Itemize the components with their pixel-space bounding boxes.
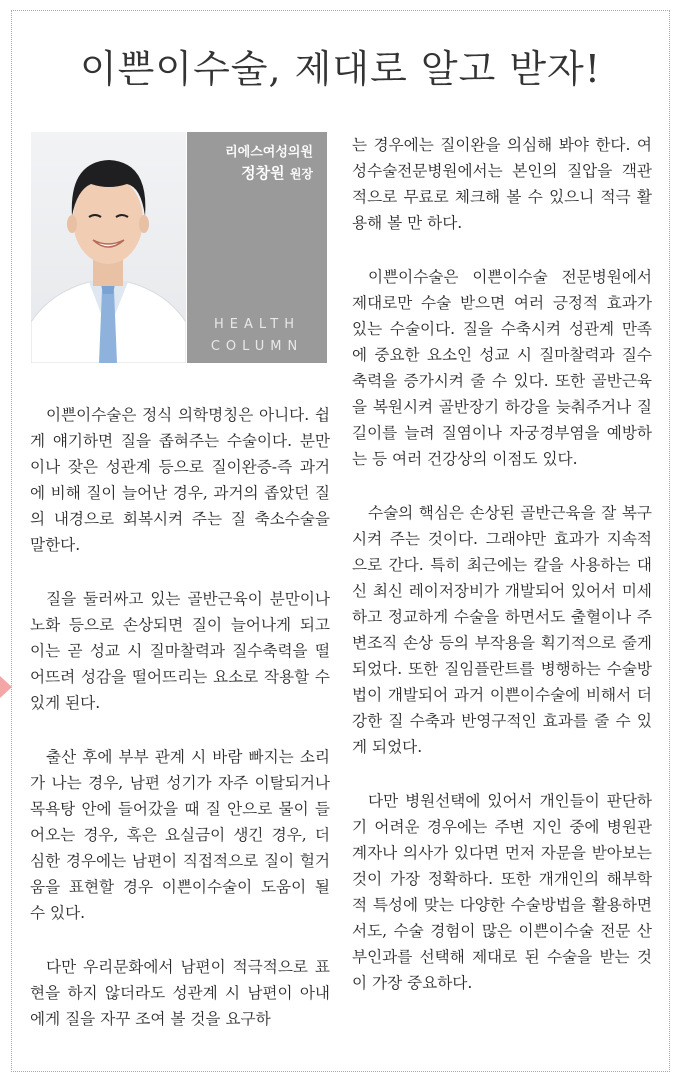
paragraph: 출산 후에 부부 관계 시 바람 빠지는 소리가 나는 경우, 남편 성기가 자주 이탈되거나 목욕탕 안에 들어갔을 때 질 안으로 물이 들어오는 경우, 혹은 요실금이 생긴 경우, 더 심한 경우에는 남편이 직접적으로 질이 헐거움을 표현할 경우 이쁜이수술이 도움이 될 수 있다. [30, 748, 330, 922]
left-column [30, 402, 330, 1060]
doctor-name-text: 정창원 [241, 164, 285, 182]
column-label-column: COLUMN [210, 339, 304, 354]
paragraph: 는 경우에는 질이완을 의심해 봐야 한다. 여성수술전문병원에서는 본인의 질압을 객관적으로 무료로 체크해 볼 수 있으니 적극 활용해 볼 만 하다. [352, 136, 652, 232]
paragraph: 이쁜이수술은 정식 의학명칭은 아니다. 쉽게 얘기하면 질을 좁혀주는 수술이다. 분만이나 잦은 성관계 등으로 질이완증-즉 과거에 비해 질이 늘어난 경우, 과거의 좁았던 질의 내경으로 회복시켜 주는 질 축소수술을 말한다. [30, 406, 330, 554]
paragraph: 질을 둘러싸고 있는 골반근육이 분만이나 노화 등으로 손상되면 질이 늘어나게 되고 이는 곧 성교 시 질마찰력과 질수축력을 떨어뜨려 성감을 떨어뜨리는 요소로 작용할 수 있게 된다. [30, 590, 330, 712]
paragraph: 다만 우리문화에서 남편이 적극적으로 표현을 하지 않더라도 성관계 시 남편이 아내에게 질을 자꾸 조여 볼 것을 요구하 [30, 958, 330, 1028]
doctor-role: 원장 [289, 167, 313, 181]
author-badge [187, 132, 327, 363]
doctor-name [241, 162, 313, 183]
doctor-photo [31, 132, 186, 363]
paragraph: 다만 병원선택에 있어서 개인들이 판단하기 어려운 경우에는 주변 지인 중에 병원관계자나 의사가 있다면 먼저 자문을 받아보는 것이 가장 정확하다. 또한 개개인의 해부학적 특성에 맞는 다양한 수술방법을 활용하면서도, 수술 경험이 많은 이쁜이수술 전문 산부인과를 선택해 제대로 된 수술을 받는 것이 가장 중요하다. [352, 792, 652, 992]
paragraph: 이쁜이수술은 이쁜이수술 전문병원에서 제대로만 수술 받으면 여러 긍정적 효과가 있는 수술이다. 질을 수축시켜 성관계 만족에 중요한 요소인 성교 시 질마찰력과 질수축력을 증가시켜 줄 수 있다. 또한 골반근육을 복원시켜 골반장기 하강을 늦춰주거나 질 길이를 늘려 질염이나 자궁경부염을 예방하는 등 여러 건강상의 이점도 있다. [352, 268, 652, 468]
paragraph: 수술의 핵심은 손상된 골반근육을 잘 복구시켜 주는 것이다. 그래야만 효과가 지속적으로 간다. 특히 최근에는 칼을 사용하는 대신 최신 레이저장비가 개발되어 있어서 미세하고 정교하게 수술을 하면서도 출혈이나 주변조직 손상 등의 부작용을 획기적으로 줄게 되었다. 또한 질임플란트를 병행하는 수술방법이 개발되어 과거 이쁜이수술에 비해서 더 강한 질 수축과 반영구적인 효과를 줄 수 있게 되었다. [352, 504, 652, 756]
right-column [352, 132, 652, 1024]
page-marker-arrow-icon [0, 676, 12, 698]
article-title: 이쁜이수술, 제대로 알고 받자! [79, 47, 602, 91]
column-label-health: HEALTH [213, 317, 301, 332]
clinic-name: 리에스여성의원 [225, 145, 313, 160]
